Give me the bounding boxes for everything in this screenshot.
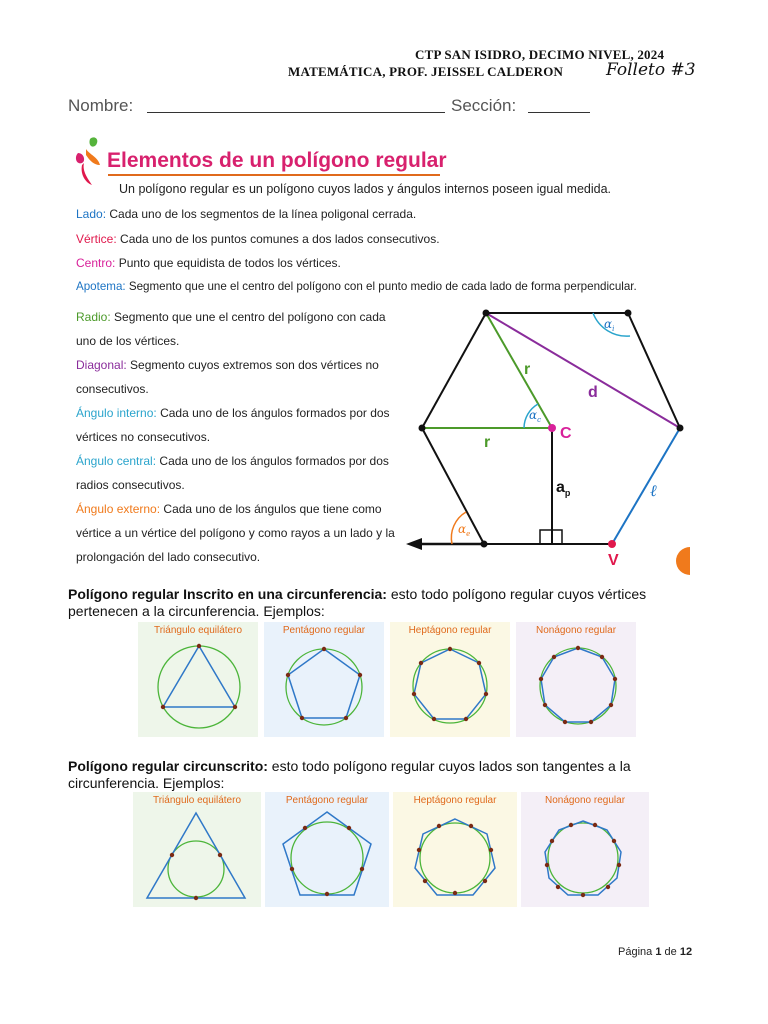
def-apotema (76, 280, 696, 294)
term-apotema: Apotema: (76, 280, 126, 293)
label-alpha-c: $\alpha_c$ (529, 408, 542, 424)
seccion-label: Sección: (451, 96, 517, 115)
def-apotema-text: Segmento que une el centro del polígono con el punto medio de cada lado de forma perpendicular. (125, 280, 637, 293)
label-alpha-i: $\alpha_i$ (604, 317, 615, 333)
extension-arrow-icon (406, 538, 422, 550)
def-angulo-externo-text: Cada uno de los ángulos que tiene como vértice a un vértice del polígono y como rayos a un lado y la prolongación del lado consecutivo. (76, 502, 395, 564)
circunscrito-panel-triangle (133, 792, 261, 907)
circunscrito-title: Polígono regular circunscrito: (68, 758, 268, 774)
hexagon-diagram (400, 300, 700, 580)
inscrito-panel-pentagon (264, 622, 384, 737)
def-radio-text: Segmento que une el centro del polígono con cada uno de los vértices. (76, 310, 386, 348)
term-angulo-central: Ángulo central: (76, 454, 157, 468)
inscrito-panel-triangle (138, 622, 258, 737)
panel-label: Triángulo equilátero (153, 625, 243, 636)
footer-page-number: 1 (655, 946, 662, 958)
inscribed-nonagon-figure (516, 622, 636, 737)
def-centro-text: Punto que equidista de todos los vértices. (115, 256, 341, 270)
inscrito-panel-nonagon (516, 622, 636, 737)
def-lado-text: Cada uno de los segmentos de la línea poligonal cerrada. (106, 207, 417, 221)
def-angulo-central-text: Cada uno de los ángulos formados por dos radios consecutivos. (76, 454, 389, 492)
label-v: V (608, 552, 619, 569)
def-angulo-interno-text: Cada uno de los ángulos formados por dos vértices no consecutivos. (76, 406, 390, 444)
diagonal-segment (486, 313, 680, 428)
label-c: C (560, 425, 572, 442)
folleto-label: Folleto #3 (606, 60, 696, 80)
radio-segment-top (486, 313, 552, 428)
label-d: d (588, 384, 598, 401)
panel-label: Heptágono regular (408, 625, 492, 636)
panel-label: Heptágono regular (413, 795, 497, 806)
vertex-v-dot (608, 540, 616, 548)
label-l: ℓ (650, 481, 657, 500)
def-diagonal (76, 353, 402, 401)
circunscrito-paragraph (68, 758, 708, 792)
term-diagonal: Diagonal: (76, 358, 127, 372)
def-angulo-central (76, 449, 402, 497)
term-centro: Centro: (76, 256, 116, 270)
circunscrito-panel-pentagon (265, 792, 389, 907)
inscrito-text: esto todo polígono regular cuyos vértices pertenecen a la circunferencia. Ejemplos: (68, 586, 647, 619)
circunscrito-panels (133, 792, 649, 910)
label-r-left: r (484, 434, 491, 451)
panel-label: Nonágono regular (544, 795, 626, 806)
footer-pagina: Página (618, 946, 653, 958)
term-radio: Radio: (76, 310, 111, 324)
header-subject: MATEMÁTICA, PROF. JEISSEL CALDERON (288, 64, 564, 79)
section-title: Elementos de un polígono regular (107, 149, 447, 172)
page-footer (618, 946, 692, 958)
footer-de: de (664, 946, 677, 958)
section-intro: Un polígono regular es un polígono cuyos lados y ángulos internos poseen igual medida. (119, 182, 611, 196)
inscribed-triangle-figure (138, 622, 258, 737)
def-diagonal-text: Segmento cuyos extremos son dos vértices no consecutivos. (76, 358, 379, 396)
header-school: CTP SAN ISIDRO, DECIMO NIVEL, 2024 (415, 47, 665, 62)
def-vertice (76, 232, 686, 246)
def-vertice-text: Cada uno de los puntos comunes a dos lados consecutivos. (116, 232, 440, 246)
circumscribed-triangle-figure (133, 792, 261, 907)
inscribed-pentagon-figure (264, 622, 384, 737)
seccion-field[interactable] (528, 112, 590, 113)
panel-label: Pentágono regular (282, 625, 366, 636)
center-dot (548, 424, 556, 432)
def-centro (76, 256, 686, 270)
def-radio (76, 305, 402, 353)
panel-label: Triángulo equilátero (152, 795, 242, 806)
def-lado (76, 207, 686, 221)
term-lado: Lado: (76, 207, 107, 221)
circunscrito-text: esto todo polígono regular cuyos lados son tangentes a la circunferencia. Ejemplos: (68, 758, 631, 791)
panel-label: Pentágono regular (285, 795, 369, 806)
label-r-top: r (524, 361, 531, 378)
def-angulo-interno (76, 401, 402, 449)
inscribed-heptagon-figure (390, 622, 510, 737)
footer-page-total: 12 (679, 946, 693, 958)
inscrito-panel-heptagon (390, 622, 510, 737)
label-ap: $a_p$ (556, 479, 571, 498)
lado-segment (612, 428, 680, 544)
term-angulo-externo: Ángulo externo: (76, 502, 161, 516)
label-alpha-e: $\alpha_e$ (458, 522, 471, 538)
inscrito-panels (138, 622, 644, 740)
nombre-label: Nombre: (68, 96, 134, 115)
term-angulo-interno: Ángulo interno: (76, 406, 157, 420)
term-vertice: Vértice: (76, 232, 117, 246)
circunscrito-panel-nonagon (521, 792, 649, 907)
circumscribed-heptagon-figure (393, 792, 517, 907)
def-angulo-externo (76, 497, 402, 569)
circumscribed-nonagon-figure (521, 792, 649, 907)
inscrito-paragraph (68, 586, 708, 620)
inscrito-title: Polígono regular Inscrito en una circunferencia: (68, 586, 387, 602)
section-logo-icon (70, 135, 104, 195)
circumscribed-pentagon-figure (265, 792, 389, 907)
nombre-field[interactable] (147, 112, 445, 113)
circunscrito-panel-heptagon (393, 792, 517, 907)
title-underline (108, 174, 440, 176)
panel-label: Nonágono regular (535, 625, 617, 636)
